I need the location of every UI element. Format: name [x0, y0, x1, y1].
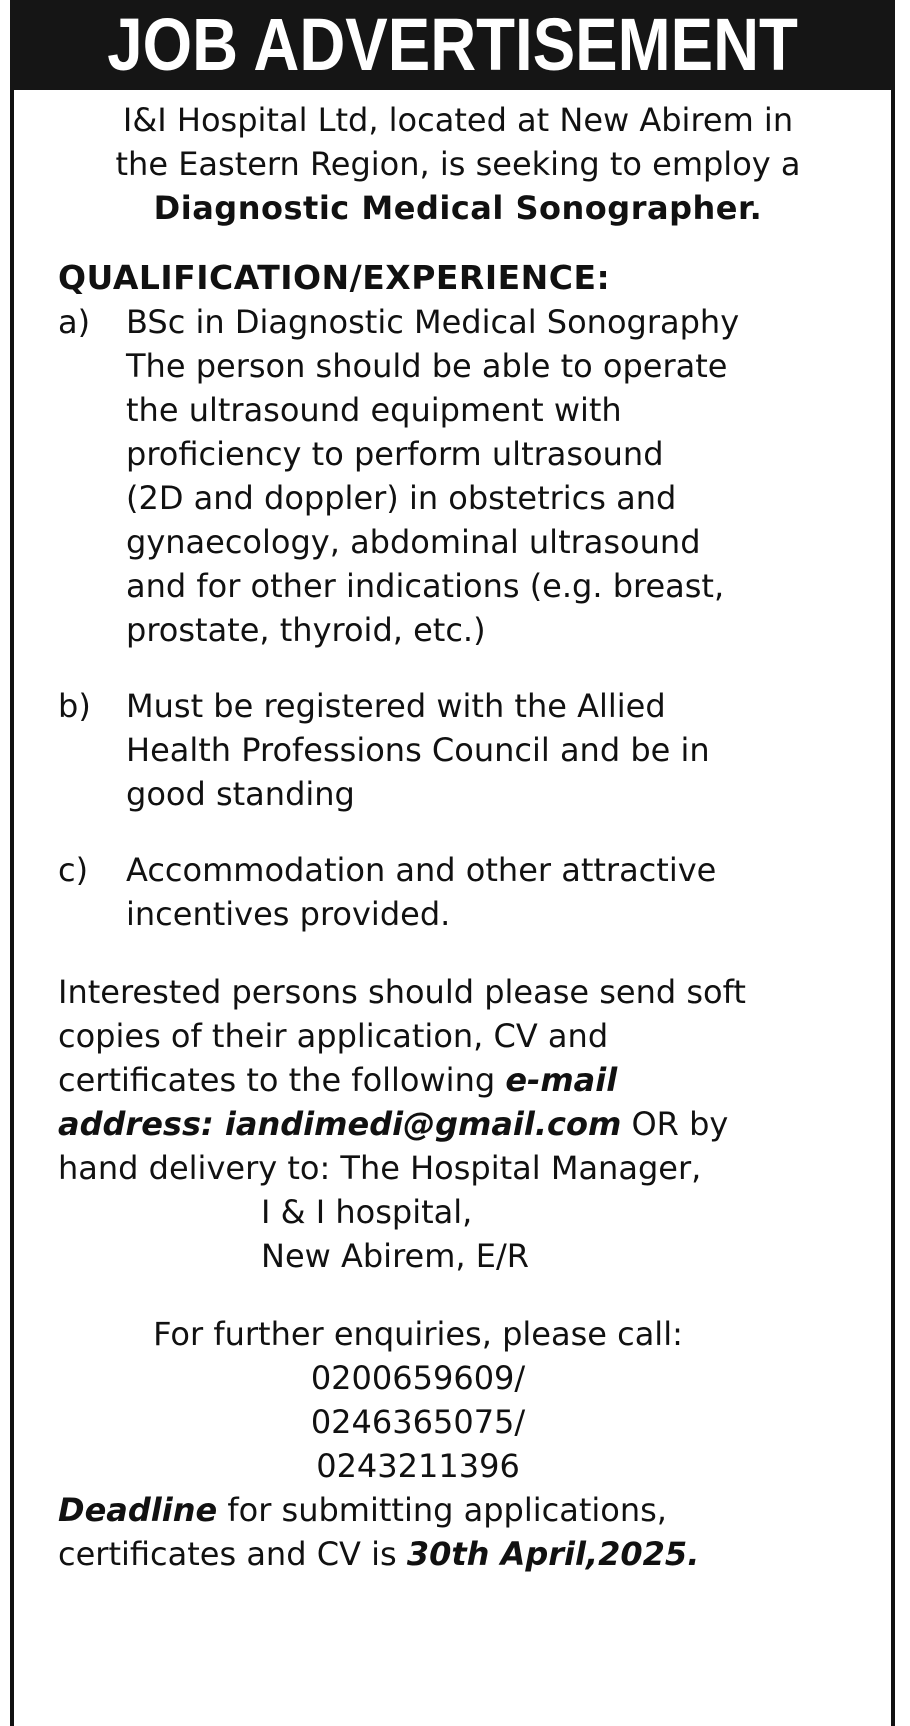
apply-line-3-text: certificates to the following [58, 1061, 506, 1099]
phone-number[interactable]: 0243211396 [316, 1447, 520, 1485]
item-marker: b) [58, 687, 91, 725]
apply-line-2: copies of their application, CV and [58, 1017, 609, 1055]
item-line: (2D and doppler) in obstetrics and [126, 479, 677, 517]
email-address[interactable]: address: iandimedi@gmail.com [58, 1105, 622, 1143]
address-line-1: I & I hospital, [261, 1193, 473, 1231]
deadline-line-2 [58, 1532, 858, 1576]
deadline-line-1-text: for submitting applications, [217, 1491, 667, 1529]
item-text [126, 300, 858, 652]
item-line: the ultrasound equipment with [126, 391, 622, 429]
address-line-2: New Abirem, E/R [261, 1237, 529, 1275]
deadline-label: Deadline [58, 1491, 218, 1529]
item-line: prostate, thyroid, etc.) [126, 611, 486, 649]
application-instructions [58, 970, 858, 1278]
apply-line-3 [58, 1058, 858, 1102]
advert-body [58, 98, 858, 1576]
qualification-heading: QUALIFICATION/EXPERIENCE: [58, 258, 611, 297]
page-title: JOB ADVERTISEMENT [107, 3, 798, 86]
deadline-line-2-text: certificates and CV is [58, 1535, 407, 1573]
intro-paragraph [58, 98, 858, 230]
item-line: incentives provided. [126, 895, 451, 933]
item-line: The person should be able to operate [126, 347, 728, 385]
item-line: and for other indications (e.g. breast, [126, 567, 725, 605]
enquiries-label: For further enquiries, please call: [153, 1315, 683, 1353]
item-line: BSc in Diagnostic Medical Sonography [126, 303, 740, 341]
phone-number[interactable]: 0246365075/ [310, 1403, 526, 1441]
item-marker: a) [58, 303, 91, 341]
qualification-list [58, 300, 858, 936]
qualification-item-a [58, 300, 858, 652]
apply-line-5: hand delivery to: The Hospital Manager, [58, 1149, 702, 1187]
qualification-item-b [58, 684, 858, 816]
deadline-line-1 [58, 1488, 858, 1532]
item-marker: c) [58, 851, 89, 889]
header-banner [10, 0, 895, 90]
item-line: Must be registered with the Allied [126, 687, 666, 725]
apply-line-4-text: OR by [621, 1105, 729, 1143]
item-line: gynaecology, abdominal ultrasound [126, 523, 701, 561]
email-label: e-mail [505, 1061, 618, 1099]
item-text [126, 684, 858, 816]
phone-list [58, 1356, 778, 1488]
item-line: Health Professions Council and be in [126, 731, 710, 769]
item-line: good standing [126, 775, 355, 813]
intro-line-1: I&I Hospital Ltd, located at New Abirem in [122, 101, 794, 139]
phone-number[interactable]: 0200659609/ [310, 1359, 526, 1397]
item-text [126, 848, 858, 936]
apply-line-1: Interested persons should please send soft [58, 973, 746, 1011]
item-line: Accommodation and other attractive [126, 851, 717, 889]
item-line: proficiency to perform ultrasound [126, 435, 664, 473]
deadline-notice [58, 1488, 858, 1576]
deadline-date: 30th April,2025. [406, 1535, 700, 1573]
intro-line-2: the Eastern Region, is seeking to employ a [115, 145, 801, 183]
qualification-item-c [58, 848, 858, 936]
apply-line-4 [58, 1102, 858, 1146]
job-role: Diagnostic Medical Sonographer. [153, 189, 763, 227]
